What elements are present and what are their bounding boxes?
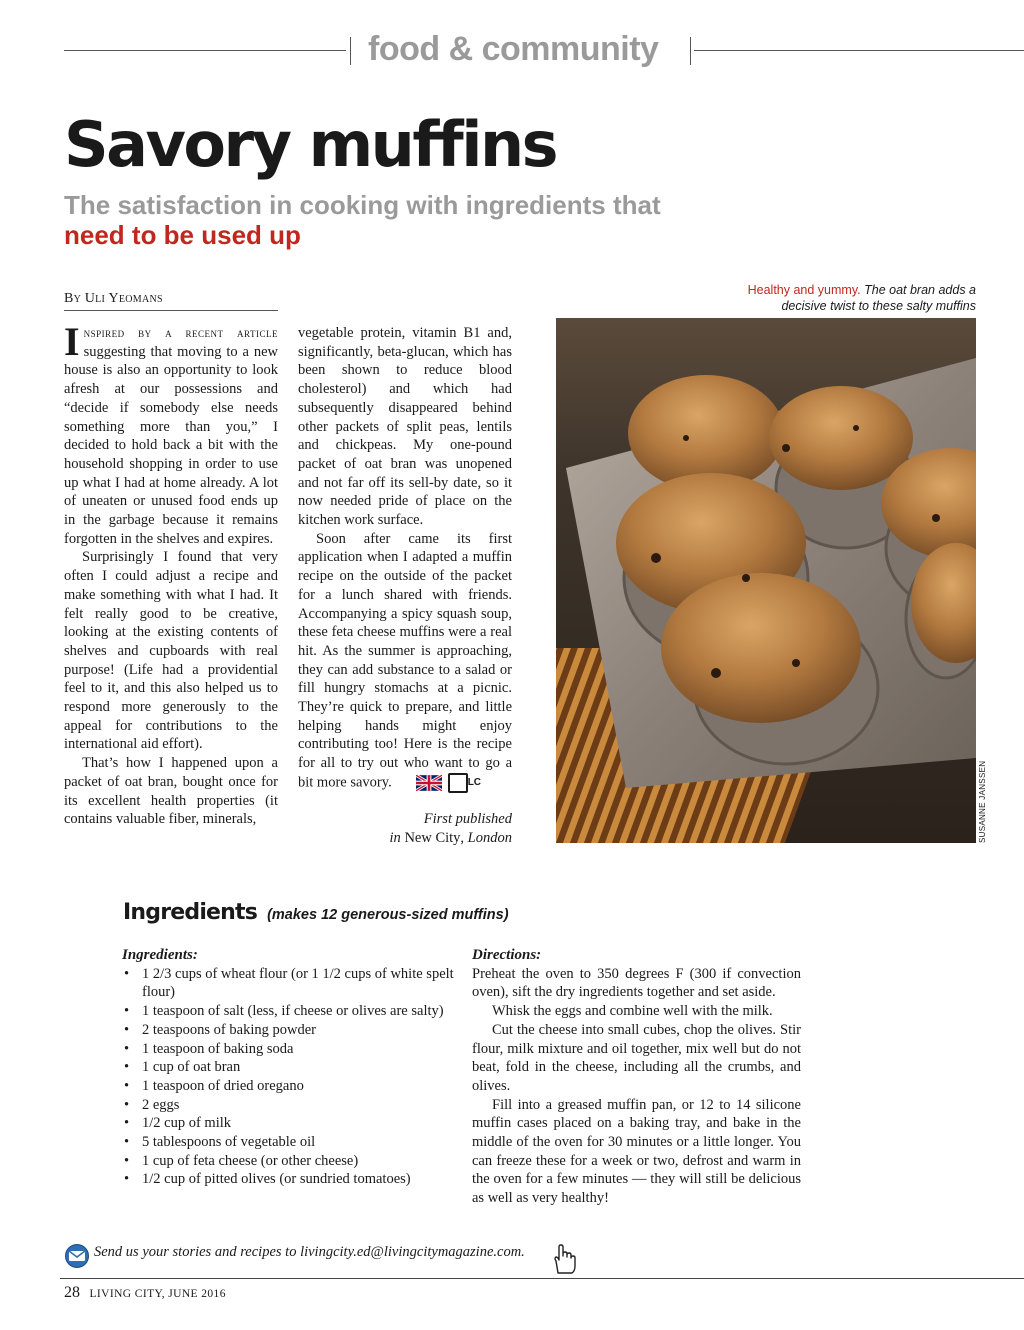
list-item: • 1 2/3 cups of wheat flour (or 1 1/2 cups of white spelt flour)	[122, 965, 462, 1002]
direction-step: Whisk the eggs and combine well with the milk.	[492, 1003, 773, 1020]
header-tick-left	[350, 37, 351, 65]
caption-lead: Healthy and yummy.	[747, 283, 861, 297]
header-rule-left	[64, 50, 346, 51]
paragraph	[64, 319, 278, 548]
first-published-note	[298, 810, 512, 848]
page-number: 28	[64, 1284, 80, 1301]
article-title: Savory muffins	[64, 108, 557, 181]
recipe-heading-title: Ingredients	[123, 900, 258, 925]
directions-label: Directions:	[472, 947, 542, 963]
photo-credit: SUSANNE JANSSEN	[978, 760, 987, 843]
paragraph: Surprisingly I found that very often I could adjust a recipe and make something with what I had. It felt really good to be creative, looking at the existing contents of shelves and cupboards with real purpose! (Life had a providential feel to it, and this also helped us to respond more generously to the appeal for contributions to the international aid effort).	[64, 549, 278, 753]
lead-in: nspired by a recent article	[83, 326, 278, 340]
published-magazine: New City	[404, 830, 461, 846]
direction-step: Cut the cheese into small cubes, chop the olives. Stir flour, milk mixture and oil together, mix well but do not beat, fold in the cheese, including all the crumbs, and olives.	[472, 1021, 801, 1094]
subtitle-gray: The satisfaction in cooking with ingredients that	[64, 190, 661, 220]
magazine-issue: LIVING CITY, JUNE 2016	[89, 1288, 226, 1300]
published-label: First published	[423, 811, 512, 827]
muffins-photo	[556, 318, 976, 843]
caption-text: The oat bran adds a decisive twist to these salty muffins	[781, 283, 976, 313]
direction-step: Fill into a greased muffin pan, or 12 to 14 silicone muffin cases placed on a baking tray, and bake in the middle of the oven for 30 minutes or a little longer. You can freeze these for a week or two, defrost and warm in the oven for a few minutes — they will still be delicious as well as very healthy!	[472, 1096, 801, 1207]
submission-note[interactable]: Send us your stories and recipes to livingcity.ed@livingcitymagazine.com.	[94, 1244, 525, 1260]
list-item: • 1 cup of feta cheese (or other cheese)	[122, 1152, 462, 1171]
mail-icon[interactable]	[64, 1244, 90, 1268]
recipe-heading	[123, 900, 509, 925]
article-subtitle	[64, 190, 684, 250]
header-rule-right	[694, 50, 1024, 51]
direction-step: Preheat the oven to 350 degrees F (300 if convection oven), sift the dry ingredients together and set aside.	[472, 965, 801, 1001]
ingredients-list	[122, 965, 462, 1189]
list-item: • 1 teaspoon of salt (less, if cheese or olives are salty)	[122, 1002, 462, 1021]
footer-rule	[60, 1278, 1024, 1279]
ingredients-label: Ingredients:	[122, 947, 198, 963]
list-item: • 1 teaspoon of dried oregano	[122, 1077, 462, 1096]
subtitle-red: need to be used up	[64, 220, 301, 250]
recipe-yield: (makes 12 generous-sized muffins)	[267, 907, 509, 923]
article-column-2	[298, 324, 512, 793]
paragraph: vegetable protein, vitamin B1 and, significantly, beta-glucan, which has been shown to reduce blood cholesterol) and which had subsequently disappeared behind other packets of split peas, lentils and chickpeas. My one-pound packet of oat bran was unopened and not far off its sell-by date, so it now needed pride of place on the kitchen work surface.	[298, 325, 512, 529]
paragraph-text: Soon after came its first application when I adapted a muffin recipe on the outside of the packet for a lunch shared with friends. Accompanying a spicy squash soup, these feta cheese muffins were a real hit. As the summer is approaching, they can add substance to a salad or fill hungry stomachs at a picnic. They’re quick to prepare, and little helping hands might enjoy contributing too! Here is the recipe for all to try out who want to go a bit more savory.	[298, 530, 512, 791]
published-city: , London	[460, 830, 512, 846]
ingredients-column	[122, 946, 462, 1189]
pointer-hand-icon	[550, 1243, 576, 1275]
lc-logo-icon: LC	[448, 773, 468, 793]
byline-prefix: By	[64, 291, 82, 306]
list-item: • 2 teaspoons of baking powder	[122, 1021, 462, 1040]
published-in: in	[389, 830, 401, 846]
list-item: • 1/2 cup of pitted olives (or sundried tomatoes)	[122, 1170, 462, 1189]
section-label: food & community	[368, 30, 659, 68]
list-item: • 1/2 cup of milk	[122, 1114, 462, 1133]
byline	[64, 290, 278, 311]
photo-caption	[700, 282, 976, 314]
list-item: • 1 teaspoon of baking soda	[122, 1040, 462, 1059]
byline-author: Uli Yeomans	[84, 291, 163, 306]
paragraph-text: suggesting that moving to a new house is also an opportunity to look afresh at our possessions and “decide if somebody else needs something more than you,” I decided to hold back a bit with the household shopping in order to use up what I had at home already. A lot of uneaten or unused food ends up in the garbage because it remains forgotten in the shelves and expires.	[64, 343, 278, 547]
source-logos	[398, 773, 482, 793]
paragraph	[298, 530, 512, 793]
list-item: • 1 cup of oat bran	[122, 1058, 462, 1077]
paragraph: That’s how I happened upon a packet of oat bran, bought once for its excellent health properties (it contains valuable fiber, minerals,	[64, 755, 278, 828]
uk-flag-icon	[416, 775, 442, 791]
drop-cap: I	[64, 319, 80, 364]
header-tick-right	[690, 37, 691, 65]
page-folio	[64, 1284, 226, 1302]
directions-column	[472, 946, 801, 1208]
list-item: • 5 tablespoons of vegetable oil	[122, 1133, 462, 1152]
article-column-1	[64, 319, 278, 829]
list-item: • 2 eggs	[122, 1096, 462, 1115]
